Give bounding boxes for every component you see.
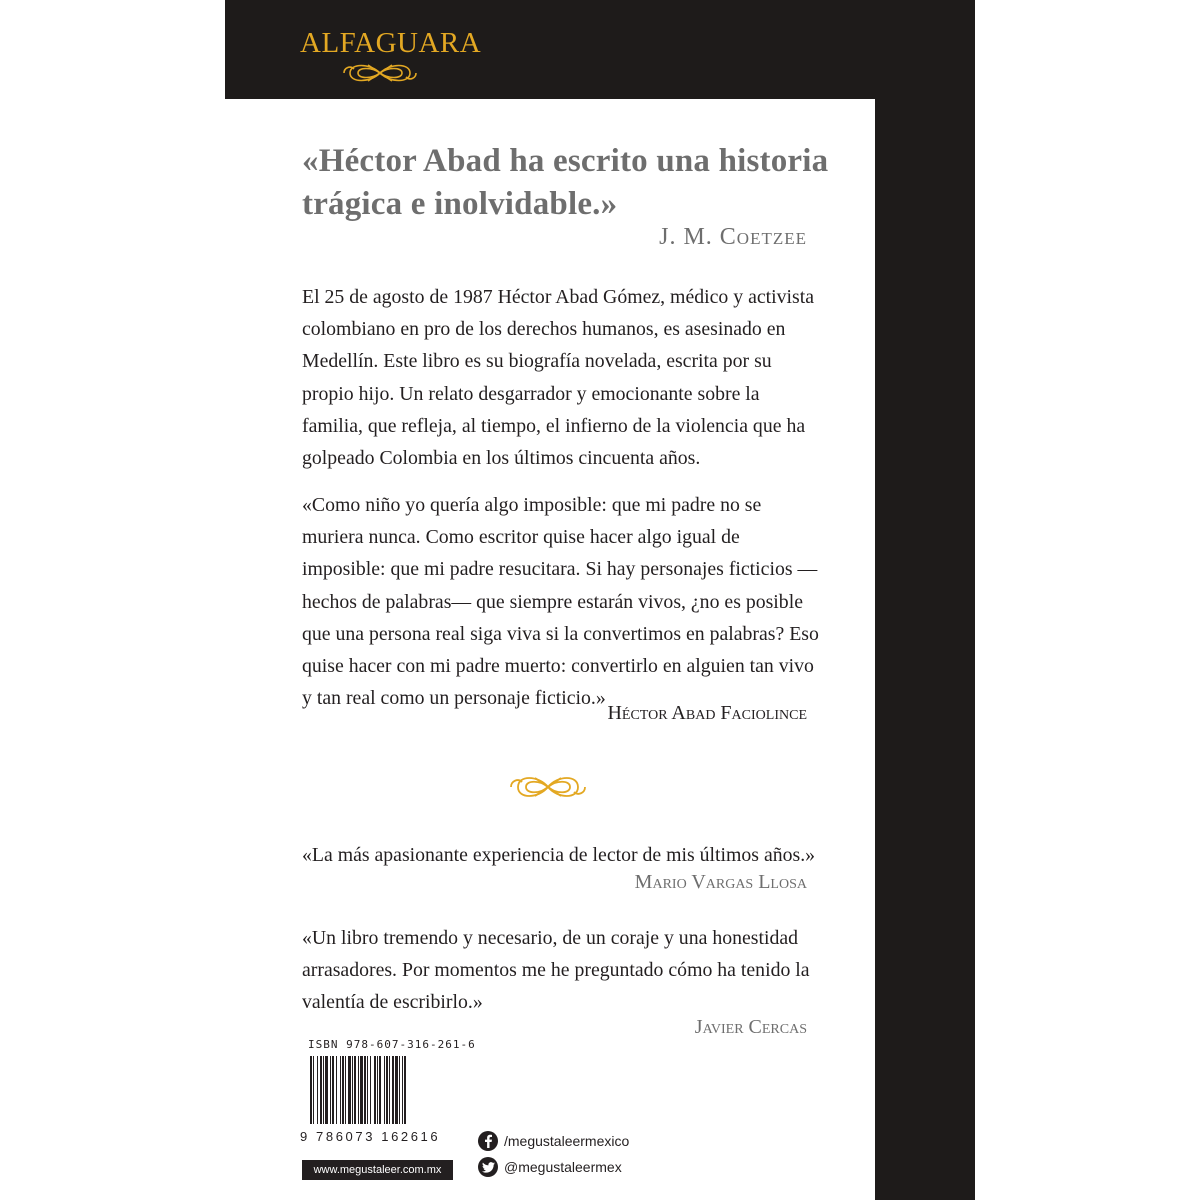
blurb-quote-cercas: «Un libro tremendo y necesario, de un coraje y una honestidad arrasadores. Por momentos me he preguntado cómo ha tenido la valentía de escribirlo.» — [302, 927, 810, 1013]
author-quote-attribution: Héctor Abad Faciolince — [607, 702, 807, 724]
publisher-logo — [300, 27, 482, 87]
author-quote: «Como niño yo quería algo imposible: que mi padre no se muriera nunca. Como escritor quise hacer algo igual de imposible: que mi padre resucitara. Si hay personajes ficticios —hechos de palabras— que siempre estarán vivos, ¿no es posible que una persona real siga viva si la convertimos en palabras? Eso quise hacer con mi padre muerto: convertirlo en alguien tan vivo y tan real como un personaje ficticio.» — [302, 494, 819, 710]
flourish-icon — [340, 59, 420, 87]
blurb-quote-vargas-llosa: «La más apasionante experiencia de lector de mis últimos años.» — [302, 844, 816, 866]
facebook-link[interactable] — [478, 1131, 629, 1151]
blurb-author-cercas: Javier Cercas — [694, 1016, 807, 1038]
main-quote: «Héctor Abad ha escrito una historia trágica e inolvidable.» — [302, 143, 829, 222]
synopsis-paragraph: El 25 de agosto de 1987 Héctor Abad Gómez, médico y activista colombiano en pro de los derechos humanos, es asesinado en Medellín. Este libro es su biografía novelada, escrita por su propio hijo. Un relato desgarrador y emocionante sobre la familia, que refleja, al tiempo, el infierno de la violencia que ha golpeado Colombia en los últimos cincuenta años. — [302, 286, 814, 470]
right-black-band — [875, 0, 975, 1200]
twitter-link[interactable] — [478, 1157, 622, 1177]
ornament-flourish-icon — [508, 770, 588, 804]
facebook-icon — [478, 1131, 498, 1151]
facebook-handle: /megustaleermexico — [504, 1133, 630, 1149]
main-quote-author: J. M. Coetzee — [659, 224, 807, 250]
barcode-number: 9 786073 162616 — [300, 1129, 441, 1144]
barcode — [300, 1054, 455, 1126]
website-url[interactable]: www.megustaleer.com.mx — [302, 1160, 453, 1180]
twitter-icon — [478, 1157, 498, 1177]
twitter-handle: @megustaleermex — [504, 1159, 622, 1175]
blurb-author-vargas-llosa: Mario Vargas Llosa — [634, 871, 807, 893]
publisher-name: ALFAGUARA — [300, 27, 482, 59]
isbn-label: ISBN 978-607-316-261-6 — [308, 1038, 476, 1051]
